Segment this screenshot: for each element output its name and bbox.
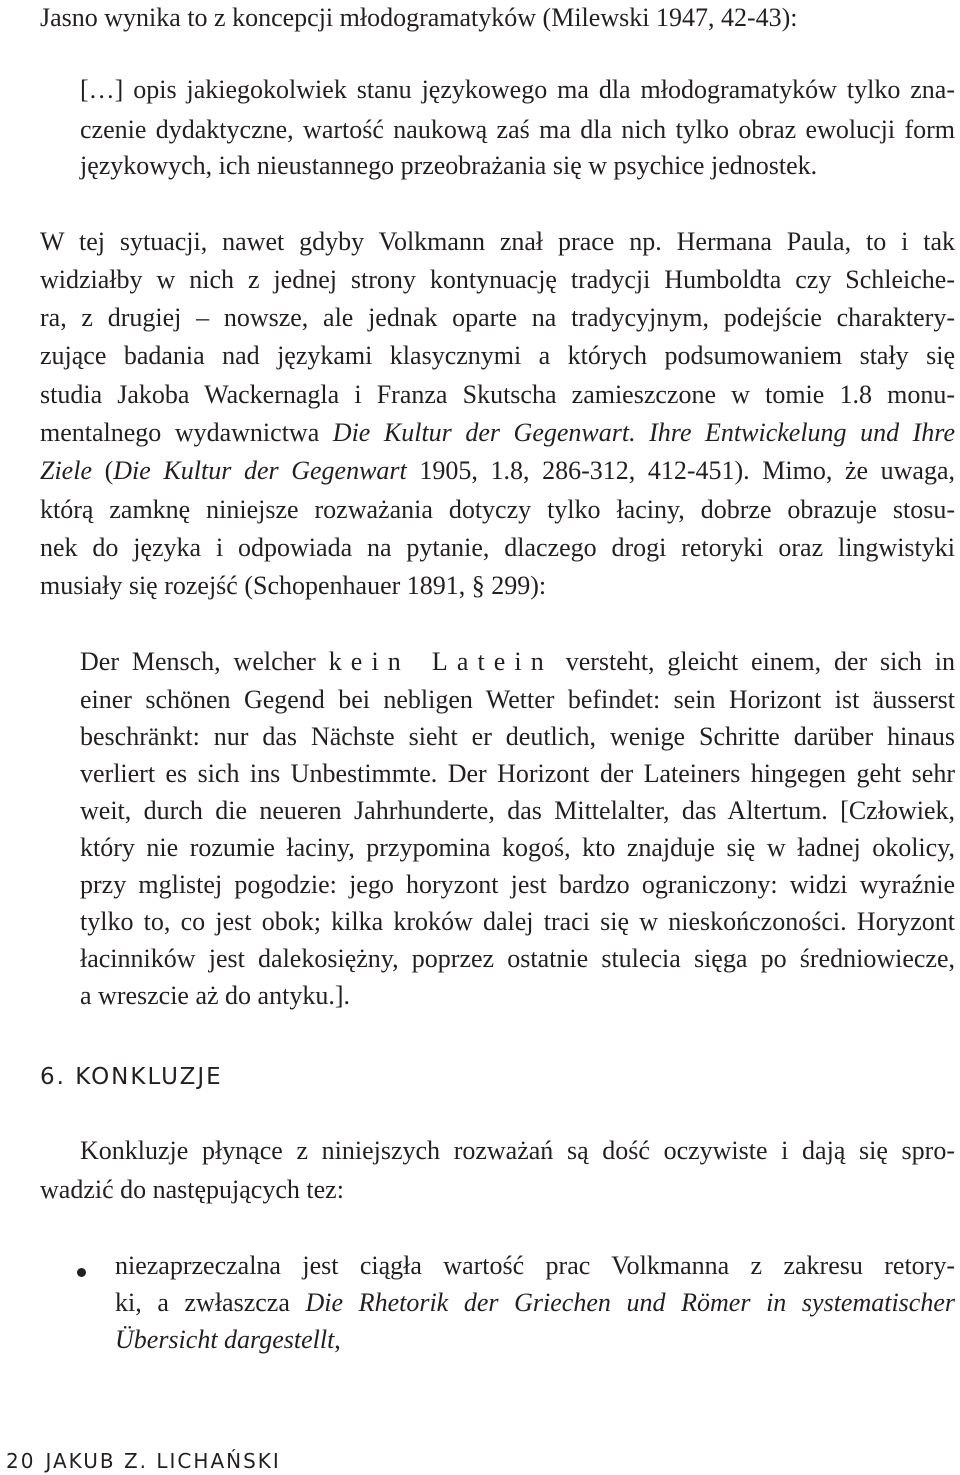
book-title: Die Kultur der Gegenwart <box>113 456 407 485</box>
paragraph-line: W tej sytuacji, nawet gdyby Volkmann znał prace np. Hermana Paula, to i tak <box>40 227 955 256</box>
paragraph-line: widziałby w nich z jednej strony kontynuację tradycji Humboldta czy Schleiche- <box>40 265 955 294</box>
quote-line: łacinników jest dalekosiężny, poprzez ostatnie stulecia sięga po średniowiecze, <box>80 944 955 973</box>
text-run: 1905, 1.8, 286-312, 412-451). Mimo, że uwaga, <box>406 456 955 485</box>
paragraph-line: studia Jakoba Wackernagla i Franza Skutscha zamieszczone w tomie 1.8 monu- <box>40 380 955 409</box>
quote-line: językowych, ich nieustannego przeobrażania się w psychice jednostek. <box>80 151 818 180</box>
quote-line <box>80 646 955 678</box>
paragraph-line: Konkluzje płynące z niniejszych rozważań są dość oczywiste i dają się spro- <box>80 1136 955 1165</box>
book-title: Die Kultur der Gegenwart. Ihre Entwickelung und Ihre <box>332 418 956 447</box>
book-title: Übersicht dargestellt <box>115 1325 335 1354</box>
paragraph-line: musiały się rozejść (Schopenhauer 1891, § 299): <box>40 571 547 600</box>
page-footer <box>6 1449 281 1473</box>
quote-line: beschränkt: nur das Nächste sieht er deutlich, wenige Schritte darüber hinaus <box>80 722 955 751</box>
quote-line: […] opis jakiegokolwiek stanu językowego ma dla młodogramatyków tylko zna- <box>80 75 955 104</box>
paragraph-line: ra, z drugiej – nowsze, ale jednak oparte na tradycyjnym, podejście charaktery- <box>40 303 955 332</box>
quote-line: czenie dydaktyczne, wartość naukową zaś ma dla nich tylko obraz ewolucji form <box>80 115 955 144</box>
text-run: versteht, gleicht einem, der sich in <box>552 647 955 676</box>
book-title: Die Rhetorik der Griechen und Römer in systematischer <box>305 1288 955 1317</box>
text-run: , <box>334 1325 341 1354</box>
paragraph-line: nek do języka i odpowiada na pytanie, dlaczego drogi retoryki oraz lingwistyki <box>40 533 955 562</box>
text-run: ( <box>92 456 114 485</box>
quote-line: który nie rozumie łaciny, przypomina kogoś, kto znajduje się w ładnej okolicy, <box>80 833 955 862</box>
paragraph-line: którą zamknę niniejsze rozważania dotyczy tylko łaciny, dobrze obrazuje stosu- <box>40 495 955 524</box>
text-run: Der Mensch, welcher <box>80 647 329 676</box>
page-number: 20 <box>6 1449 36 1473</box>
bullet-icon <box>77 1268 86 1277</box>
quote-line: tylko to, co jest obok; kilka kroków dalej traci się w nieskończoności. Horyzont <box>80 907 955 936</box>
quote-line: przy mglistej pogodzie: jego horyzont jest bardzo ograniczony: widzi wyraźnie <box>80 870 955 899</box>
spaced-text: kein Latein <box>328 647 553 676</box>
list-item: niezaprzeczalna jest ciągła wartość prac Volkmanna z zakresu retory- <box>115 1251 955 1280</box>
list-item <box>115 1324 955 1356</box>
text-run: ki, a zwłaszcza <box>115 1288 306 1317</box>
paragraph-line: wadzić do następujących tez: <box>40 1175 344 1204</box>
section-heading: 6. KONKLUZJE <box>40 1064 223 1090</box>
paragraph-line <box>40 417 955 449</box>
paragraph-line <box>40 455 955 487</box>
quote-line: einer schönen Gegend bei nebligen Wetter befindet: sein Horizont ist äusserst <box>80 685 955 714</box>
quote-line: weit, durch die neueren Jahrhunderte, das Mittelalter, das Altertum. [Człowiek, <box>80 796 955 825</box>
book-title: Ziele <box>40 456 92 485</box>
quote-line: verliert es sich ins Unbestimmte. Der Horizont der Lateiners hingegen geht sehr <box>80 759 955 788</box>
list-item <box>115 1287 955 1319</box>
text-run: mentalnego wydawnictwa <box>40 418 333 447</box>
quote-line: a wreszcie aż do antyku.]. <box>80 981 350 1010</box>
intro-sentence: Jasno wynika to z koncepcji młodogramatyków (Milewski 1947, 42-43): <box>40 3 798 32</box>
paragraph-line: zujące badania nad językami klasycznymi a których podsumowaniem stały się <box>40 341 955 370</box>
running-author: JAKUB Z. LICHAŃSKI <box>45 1449 281 1473</box>
